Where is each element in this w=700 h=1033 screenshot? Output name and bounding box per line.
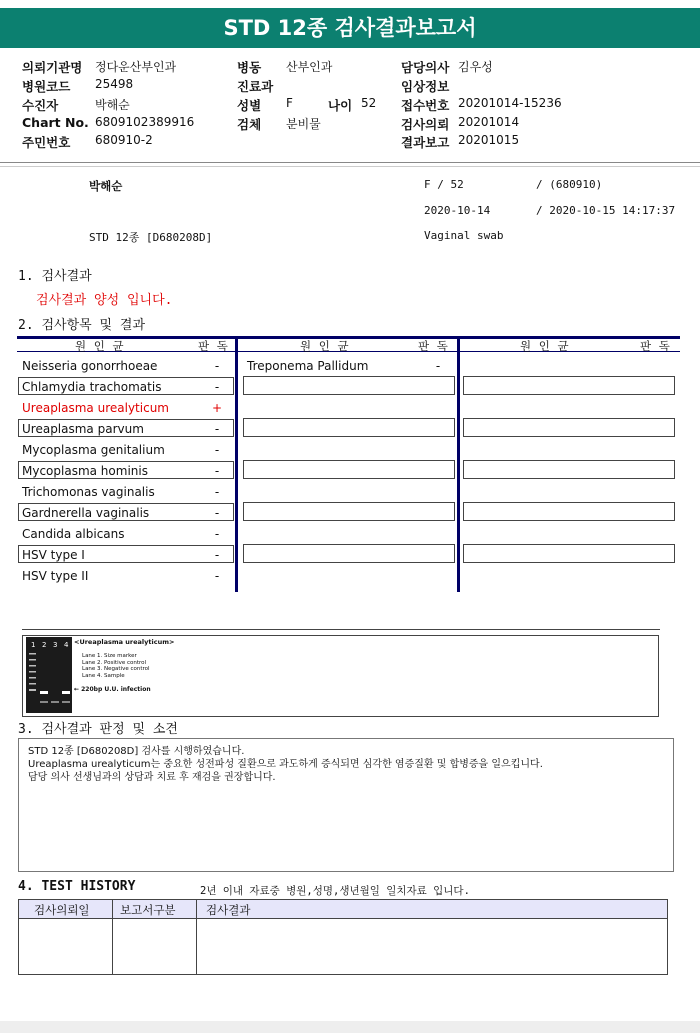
examinee: 박해순 [95, 98, 130, 112]
gel-lane-number: 2 [42, 641, 47, 649]
pathogen-name: HSV type I [22, 548, 85, 562]
hospital-code: 25498 [95, 77, 134, 91]
history-col-report-type: 보고서구분 [120, 903, 176, 917]
summary-test-code: STD 12종 [D680208D] [89, 231, 213, 244]
requesting-org: 정다운산부인과 [95, 60, 177, 74]
empty-result-box [463, 460, 675, 479]
report-title: STD 12종 검사결과보고서 [0, 8, 700, 48]
column-separator [457, 336, 460, 592]
history-col-divider [112, 899, 113, 975]
empty-result-box [243, 418, 455, 437]
gel-lane-number: 3 [53, 641, 58, 649]
col-header-result: 판 독 [198, 339, 230, 353]
doctor: 김우성 [458, 60, 493, 74]
header-divider [0, 162, 700, 163]
section1-title: 1. 검사결과 [18, 269, 92, 284]
section2-title: 2. 검사항목 및 결과 [18, 318, 146, 333]
gel-band-label-text: 220bp U.U. infection [81, 686, 151, 693]
section3-title: 3. 검사결과 판정 및 소견 [18, 722, 178, 737]
summary-date2: / 2020-10-15 14:17:37 [536, 204, 676, 217]
findings-line: Ureaplasma urealyticum는 중요한 성전파성 질환으로 과도하게 증식되면 심각한 염증질환 및 합병증을 일으킵니다. [28, 759, 543, 770]
empty-result-box [243, 460, 455, 479]
requesting-org-label: 의뢰기관명 [22, 60, 83, 75]
gel-top-rule [22, 629, 660, 630]
age-label: 나이 [328, 98, 353, 113]
summary-specimen-type: Vaginal swab [424, 229, 504, 242]
empty-result-box [243, 376, 455, 395]
pathogen-name: Neisseria gonorrhoeae [22, 359, 158, 373]
col-header-pathogen: 원 인 균 [520, 339, 571, 353]
age: 52 [361, 96, 377, 110]
doctor-label: 담당의사 [401, 60, 450, 75]
empty-result-box [463, 502, 675, 521]
test-request: 20201014 [458, 115, 520, 129]
result-report: 20201015 [458, 133, 520, 147]
clinical-info-label: 임상정보 [401, 79, 450, 94]
ward: 산부인과 [286, 60, 333, 74]
resident-no-label: 주민번호 [22, 135, 71, 150]
gel-lane-number: 1 [31, 641, 36, 649]
pathogen-name: Ureaplasma parvum [22, 422, 144, 436]
gel-legend [82, 653, 150, 679]
page-bottom-bar [0, 1021, 700, 1033]
pathogen-name: Mycoplasma genitalium [22, 443, 165, 457]
result-report-label: 결과보고 [401, 135, 450, 150]
sample-band [62, 691, 70, 694]
sex: F [286, 96, 293, 110]
col-header-result: 판 독 [640, 339, 672, 353]
pathogen-name: Candida albicans [22, 527, 125, 541]
findings-box [18, 738, 674, 872]
pathogen-name: Gardnerella vaginalis [22, 506, 150, 520]
history-note: 2년 이내 자료중 병원,성명,생년월일 일치자료 입니다. [200, 885, 470, 897]
pathogen-name: HSV type II [22, 569, 89, 583]
specimen: 분비물 [286, 117, 321, 131]
receipt-no-label: 접수번호 [401, 98, 450, 113]
chart-no: 6809102389916 [95, 115, 195, 129]
chart-no-label: Chart No. [22, 115, 89, 130]
history-col-result: 검사결과 [206, 903, 251, 917]
pathogen-result: - [214, 422, 220, 436]
empty-result-box [463, 418, 675, 437]
primer-dimer [62, 701, 70, 703]
primer-dimer [40, 701, 48, 703]
empty-result-box [463, 544, 675, 563]
examinee-label: 수진자 [22, 98, 59, 113]
pathogen-result: - [214, 464, 220, 478]
pathogen-result: - [214, 548, 220, 562]
ward-label: 병동 [237, 60, 262, 75]
column-separator [235, 336, 238, 592]
gel-legend-item: Lane 3. Negative control [82, 666, 150, 672]
summary-sex-age: F / 52 [424, 178, 464, 191]
gel-title: <Ureaplasma urealyticum> [74, 638, 175, 646]
history-col-request-date: 검사의뢰일 [34, 903, 90, 917]
pathogen-name-positive: Ureaplasma urealyticum [22, 401, 169, 415]
receipt-no: 20201014-15236 [458, 96, 562, 110]
department-label: 진료과 [237, 79, 274, 94]
findings-line: STD 12종 [D680208D] 검사를 시행하였습니다. [28, 746, 245, 757]
resident-no: 680910-2 [95, 133, 153, 147]
arrow-left-icon: ← [74, 686, 80, 693]
header-divider-shadow [0, 166, 700, 167]
history-table-header [18, 899, 668, 919]
pathogen-name: Mycoplasma hominis [22, 464, 148, 478]
gel-electrophoresis-image [26, 637, 72, 713]
section4-title: 4. TEST HISTORY [18, 879, 136, 894]
empty-result-box [243, 502, 455, 521]
pathogen-result: - [214, 485, 220, 499]
col-header-pathogen: 원 인 균 [75, 339, 126, 353]
pathogen-name: Treponema Pallidum [247, 359, 369, 373]
pathogen-result: - [214, 443, 220, 457]
primer-dimer [51, 701, 59, 703]
positive-result-message: 검사결과 양성 입니다. [36, 293, 173, 308]
empty-result-box [243, 544, 455, 563]
gel-lane-number: 4 [64, 641, 69, 649]
test-request-label: 검사의뢰 [401, 117, 450, 132]
history-table-body [18, 918, 668, 975]
history-col-divider [196, 899, 197, 975]
summary-birth: / (680910) [536, 178, 603, 191]
hospital-code-label: 병원코드 [22, 79, 71, 94]
col-header-result: 판 독 [418, 339, 450, 353]
pathogen-result: - [214, 527, 220, 541]
summary-name: 박해순 [89, 179, 123, 193]
pathogen-name: Chlamydia trachomatis [22, 380, 162, 394]
pathogen-result-positive: + [211, 401, 223, 415]
sex-label: 성별 [237, 98, 262, 113]
summary-date1: 2020-10-14 [424, 204, 491, 217]
specimen-label: 검체 [237, 117, 262, 132]
pathogen-result: - [214, 569, 220, 583]
pathogen-result: - [214, 380, 220, 394]
pathogen-result: - [435, 359, 441, 373]
positive-control-band [40, 691, 48, 694]
gel-legend-item: Lane 4. Sample [82, 672, 125, 679]
empty-result-box [463, 376, 675, 395]
pathogen-result: - [214, 359, 220, 373]
pathogen-name: Trichomonas vaginalis [22, 485, 155, 499]
pathogen-result: - [214, 506, 220, 520]
findings-line: 담당 의사 선생님과의 상담과 치료 후 재검을 권장합니다. [28, 772, 276, 783]
gel-legend-item: Lane 2. Positive control [82, 659, 147, 666]
gel-band-label [74, 686, 151, 693]
gel-legend-item: Lane 1. Size marker [82, 653, 137, 659]
col-header-pathogen: 원 인 균 [300, 339, 351, 353]
